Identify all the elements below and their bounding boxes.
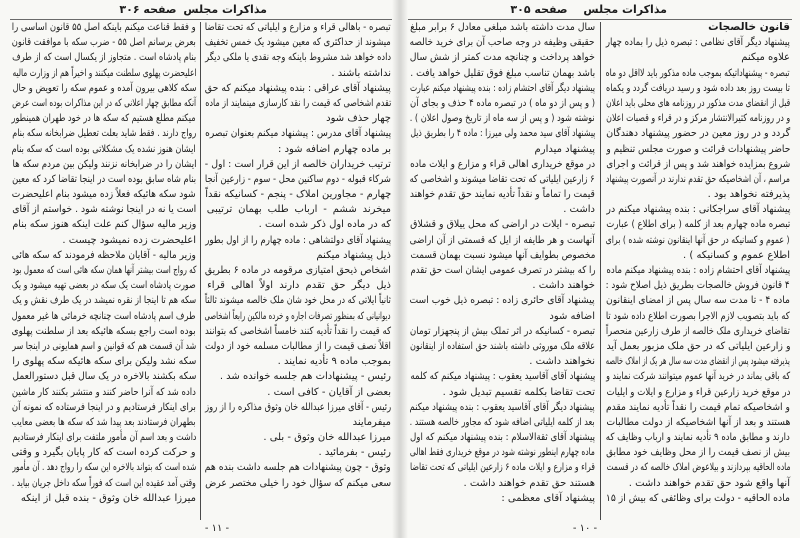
text-line-content: پیشنهاد آقای سراجکانی : بنده پیشنهاد میکنم در (605, 204, 790, 216)
text-line (205, 278, 391, 293)
text-line-content: هستند و بعد از آنها اشخاصیکه از دولت مطالبات (606, 416, 790, 428)
text-line (205, 142, 391, 157)
text-line (12, 430, 196, 445)
text-line (12, 81, 196, 96)
text-line-content: و فقط قناعت میکنم باینکه اصل ۵۵ قانون اساسی را (11, 22, 196, 33)
text-line-content: میرزا عبدالله خان وثوق - بنده قبل از اینکه (20, 492, 196, 504)
text-line-content: اشخاص ذیحق امتیازی مرقومه در ماده ۶ بطریق (205, 265, 391, 276)
text-line (205, 217, 391, 232)
text-line (606, 324, 790, 339)
text-line (606, 202, 790, 217)
text-line (205, 233, 391, 248)
text-line (205, 126, 391, 141)
text-line-content: بعرض برسانم اصل ۵۵ - ضرب سکه با موافقت قانون (12, 37, 196, 49)
text-line (410, 157, 595, 172)
text-line-content: میشوند از حداکثری که معین میشود یک خمس تخفیف (204, 37, 391, 49)
text-line-content: شرکاء قبوله - دوم ساکنین محل - سوم - زارعین آنجا (205, 173, 391, 185)
text-line-content: بیش از نصف قیمت را از محل وظایف خود مطابق (605, 447, 790, 459)
text-line-content: وثوق - چون پیشنهادات هم جلسه داشت بنده هم (205, 462, 391, 474)
text-line (410, 385, 595, 400)
text-line-content: ( عموم و کسانیکه در حق آنها اینقانون نوشته شده ) برای (605, 234, 790, 246)
text-line (410, 309, 595, 324)
text-line (410, 445, 595, 460)
text-line (12, 66, 196, 81)
text-line (606, 430, 790, 445)
text-line-content: تقدم اشخاصی که قیمت را نقد کارسازی مینمایند از ماده (204, 97, 391, 109)
text-line (205, 293, 391, 308)
text-line-content: ترتیب خریداران خالصه از این قرار است : اول - (204, 158, 391, 170)
text-line-content: تبصره - باهالی قراء و مزارع و ایلیاتی که تحت تقاضا (204, 22, 391, 33)
text-line (606, 81, 790, 96)
text-line (12, 324, 196, 339)
text-line-content: میفرمایند (352, 416, 391, 428)
text-line-content: داشت و بعد اسم آن مأمور ملتفت برای اینکار فرستادیم (12, 432, 196, 444)
text-line (12, 202, 196, 217)
text-line-content: پیشنهاد آقای آقاسید یعقوب : پیشنهاد میکنم که کلمه (409, 371, 595, 383)
text-line (410, 248, 595, 263)
text-line-content: تا بیست روز بعد داده شود و رسید دریافت گردد و یکماه (606, 82, 790, 94)
text-line (205, 248, 391, 263)
text-line-content: چهار حذف شود (326, 113, 391, 125)
text-line (410, 202, 595, 217)
text-line (410, 142, 595, 157)
page-header-title: مذاکرات مجلس (183, 3, 267, 16)
column-right (606, 20, 790, 522)
text-line-content: بنام شاه سابق بوده است در اینجا تقاضا کرد که معین (11, 173, 196, 185)
text-line (12, 385, 196, 400)
text-line (410, 50, 595, 65)
text-line-content: میرزا عبدالله خان وثوق - بلی . (263, 432, 391, 444)
page-label: صفحه ۳۰۵ (510, 3, 568, 16)
page-footer-number: - ۱۱ - (204, 523, 230, 534)
text-line-content: بنام پادشاه است . متجاوز از یکسال است که از طرف (11, 52, 196, 64)
text-line (606, 50, 790, 65)
text-line-content: وقتی آمد عقیده این است که فوراً سکه داخل جریان بیاید . (12, 477, 196, 489)
text-line (606, 385, 790, 400)
text-line (606, 354, 790, 369)
page-footer-number: - ۱۰ - (572, 523, 598, 534)
text-line (205, 111, 391, 126)
text-line (410, 430, 595, 445)
text-line (12, 157, 196, 172)
text-line-content: پیشنهاد آقای سید محمد ولی میرزا : ماده ۴ را بطریق ذیل (409, 128, 595, 140)
text-line-content: مخصوص بطوایف آنها میشود نسبت بهمان قسمت (410, 249, 595, 261)
column-right (205, 20, 391, 522)
text-line-content: تبصره - کسانیکه در اثر تملک بیش از پنجهزار تومان (409, 325, 595, 337)
text-line-content: نداشته باشند . (331, 67, 391, 79)
text-line (410, 491, 595, 506)
text-line-content: حقیقی وظیفه در وجه صاحب آن برای خرید خالصه (410, 37, 595, 49)
text-line-content: ( و پس از دو ماه ) در تبصره ماده ۴ حذف و بجای آن (410, 97, 595, 109)
text-line-content: که در ماده اول ذکر شده است . (258, 219, 391, 231)
text-line (606, 278, 790, 293)
text-line-content: گردد و در روز معین در حضور پیشنهاد دهندگان (605, 128, 790, 140)
text-line-content: ایشان را در ضرابخانه نزنند ولیکن بین مردم سکه ها (11, 158, 196, 170)
text-line (12, 369, 196, 384)
text-line-content: باشد بهمان تناسب مبلغ فوق تقلیل خواهد یافت . (409, 67, 595, 79)
text-line-content: بوده است راجع بسکه هائیکه بعد از سلطنت پهلوی (11, 325, 196, 337)
text-line (606, 111, 790, 126)
text-line-content: پذیرفته میشود پس از انقضای مدت سه سال هر یک از املاک خالصه (605, 356, 790, 368)
text-line-content: بموجب ماده ۹ تأدیه نمایند . (277, 356, 391, 368)
text-line (606, 400, 790, 415)
text-line-content: داشت . (563, 204, 595, 216)
section-title (606, 20, 790, 35)
text-line (205, 445, 391, 460)
text-line-content: دیوانیانی که بمنظور تصرفات اجاره و خرده مالکین رابعاً اشخاصی (204, 310, 391, 322)
text-line-content: آنکه مطابق چهار اعلانی که در این مذاکرات بوده است عرض (11, 97, 196, 109)
text-line (205, 172, 391, 187)
text-line-content: هستند حق تقدم خواهند داشت . (463, 477, 595, 489)
text-line-content: سکه نشد ولیکن برای سکه هائیکه سکه پهلوی را (11, 356, 196, 368)
text-line-content: ماده ۴ - تا مدت سه سال پس از امضای اینقانون (606, 295, 790, 307)
text-line-content: که باقی بماند در خرید آنها عموم میتوانند شرکت نمایند و (605, 371, 790, 383)
text-line (606, 35, 790, 50)
text-line (606, 339, 790, 354)
section-title-content: قانون خالصجات (708, 21, 790, 33)
text-line-content: است یا نه در اینجا نوشته شود . خواستم از آقای (12, 204, 196, 216)
text-line (606, 233, 790, 248)
text-line (410, 20, 595, 35)
text-line (12, 248, 196, 263)
text-line-content: اعلیحضرت پهلوی سلطنت میکنند و اخیراً هم از وزارت مالیه (11, 67, 196, 79)
text-line (606, 445, 790, 460)
text-line-content: اعلیحضرت زده نمیشود چیست . (62, 234, 196, 246)
text-line (205, 354, 391, 369)
text-line-content: ۴ قانون فروش خالصجات بطریق ذیل اصلاح شود : (605, 280, 790, 292)
text-line-content: رئیس - آقای میرزا عبدالله خان وثوق مذاکره را از روز (204, 401, 391, 413)
book-gutter (392, 0, 408, 538)
text-line-content: خواهند داشت . (532, 280, 595, 292)
text-line (205, 66, 391, 81)
text-line-content: آنهاست و هر طایفه از ایل که قسمتی از آن اراضی (409, 234, 595, 246)
text-line (606, 369, 790, 384)
text-line-content: رئیس - پیشنهادات هم جلسه خوانده شد . (219, 371, 391, 383)
text-line (205, 460, 391, 475)
text-line-content: شده است که بتواند بالاخره این سکه را رواج دهد . آن مأمور (11, 462, 196, 474)
text-line (205, 20, 391, 35)
text-line (606, 460, 790, 475)
text-line (12, 278, 196, 293)
text-line-content: ۶ زارعین ایلیاتی که تحت تقاضا میشوند و اشخاصی که (410, 173, 595, 185)
text-line (205, 476, 391, 491)
text-line-content: پیشنهاد دیگر آقای نظامی : تبصره ذیل را بماده چهار (605, 37, 790, 49)
text-line (12, 126, 196, 141)
text-line-content: سال مدت داشته باشد مبلغی معادل ۶ برابر مبلغ (410, 22, 595, 33)
text-line (606, 187, 790, 202)
text-line (12, 415, 196, 430)
text-line-content: قیمت را تماماً و نقداً تأدیه نمایند حق تقدم خواهند (410, 189, 595, 201)
text-line-content: پیشنهاد آقای عراقی : بنده پیشنهاد میکنم که حق (204, 82, 391, 94)
text-line-content: حاضر پیشنهادات قرائت و صورت مجلس تنظیم و (606, 143, 790, 155)
text-line (205, 415, 391, 430)
text-line (205, 309, 391, 324)
text-line (205, 202, 391, 217)
text-line (12, 354, 196, 369)
text-line-content: میخرند ششم - ارباب طلب بهمان ترتیبی (206, 204, 391, 216)
text-line (606, 491, 790, 506)
text-line-content: سعی میکنم که سؤال خود را خیلی مختصر عرض (205, 477, 391, 489)
text-line (606, 96, 790, 111)
text-line (205, 81, 391, 96)
text-line-content: که رواج است بیشتر آنها همان سکه هائی است که معمول بود (11, 265, 196, 276)
text-line (12, 111, 196, 126)
text-line (410, 187, 595, 202)
text-line-content: پیشنهاد آقای ثقةالاسلام : بنده پیشنهاد میکنم که اول (410, 432, 595, 444)
text-line-content: ذیل دیگر حق تقدم دارند اولاً اهالی قراء (207, 280, 391, 292)
text-line-content: تبصره - پیشنهاداتیکه بموجب ماده مذکور باید لااقل دو ماه (605, 67, 790, 79)
text-line-content: تبصره ماده چهارم بعد از کلمه ( برای اطلاع ) عبارت (605, 219, 790, 231)
text-line-content: اقلاً نصف قیمت را از مطالبات مسلمه خود از دولت (205, 340, 391, 352)
text-line (606, 142, 790, 157)
text-line-content: رواج دارند . فقط شاید بعلت تعطیل ضرابخانه سکه بنام (12, 128, 196, 140)
text-line (410, 35, 595, 50)
text-line-content: چهارم - مجاورین املاک - پنجم - کسانیکه نقداً (204, 189, 391, 201)
text-line-content: وزیر مالیه سؤال کنم علت اینکه هنوز سکه بنام (11, 219, 196, 231)
right-page (400, 0, 800, 538)
text-line-content: تقاضای خریداری ملک خالصه از طرف زارعین منحصراً (606, 325, 790, 337)
text-line-content: پیشنهاد آقای مدرس : پیشنهاد میکنم بعنوان تبصره (205, 128, 391, 140)
text-line-content: سکه بکشند بالاخره در یک سال قبل دستورالعمل (12, 371, 196, 383)
text-line-content: ماده الحاقیه - دولت برای وظائفی که بیش از ۱۵ (605, 492, 790, 504)
text-line (205, 96, 391, 111)
text-line-content: تبصره - ایلات در اراضی که محل ییلاق و قشلاق (409, 219, 595, 231)
text-line (205, 50, 391, 65)
page-header-title: مذاکرات مجلس (583, 3, 667, 16)
text-line (205, 385, 391, 400)
text-line-content: ذیل پیشنهاد میکنم (316, 249, 391, 261)
text-line-content: رئیس - بفرمائید . (318, 447, 391, 459)
text-line-content: پیشنهاد آقای دولتشاهی : ماده چهارم را از اول بطور (205, 234, 391, 246)
text-line-content: برای اینکار فرستادیم و در اینجا فرستاده که نمونه آن (12, 401, 196, 413)
text-line (205, 35, 391, 50)
text-line (12, 339, 196, 354)
text-line (410, 293, 595, 308)
text-line (12, 20, 196, 35)
text-line-content: پیشنهاد آقای حائری زاده : تبصره ذیل خوب است (410, 295, 595, 307)
text-line-content: صورت پادشاه است یک سکه در بعضی تهیه میشود و یک (12, 280, 196, 292)
text-line (12, 187, 196, 202)
text-line-content: شروع بمزایده خواهند شد و پس از قرائت و اجرای (605, 158, 790, 170)
text-line-content: پیشنهاد آقای احتشام زاده : بنده پیشنهاد میکنم ماده (605, 265, 790, 276)
text-line-content: اطلاع عموم و کسانیکه ) . (683, 249, 790, 261)
text-line (12, 263, 196, 278)
text-line-content: میکنم مطلع هستیم که سکه ها در خود طهران همینطور (12, 113, 196, 125)
text-line (606, 248, 790, 263)
text-line-content: داده خواهد شد مشروط باینکه وجه نقدی یا ملکی دیگر (204, 52, 391, 64)
text-line-content: و اشخاصیکه تمام قیمت را نقداً تأدیه نمایند مقدم (606, 401, 790, 413)
text-line (606, 66, 790, 81)
text-line-content: علاوه میکنم (741, 52, 790, 64)
text-line-content: دارند و مطابق ماده ۹ تأدیه نمایند و ارباب وظایف که (606, 432, 790, 444)
text-line-content: و در روزنامه کثیرالانتشار مرکز و در قراء و قصبات اعلان (605, 113, 790, 125)
text-line-content: قبل از انقضای مدت مذکور در روزنامه های محلی باید اعلان (605, 97, 790, 109)
text-line (12, 491, 196, 506)
text-line (606, 309, 790, 324)
text-line (410, 476, 595, 491)
text-line-content: سکه کلاهی بیرون آمده و عموم سکه را تعویض و حال (12, 82, 196, 94)
text-line (606, 126, 790, 141)
text-line-content: بطهران فرستادند بعد پیدا شد که سکه ها بعضی معایب (11, 416, 196, 428)
text-line (205, 263, 391, 278)
text-line-content: که باید بتصویب لازم الاجرا بصورت اطلاع داده شود تا (606, 310, 790, 322)
text-line-content: که قیمت را نقداً تأدیه کنند خامساً اشخاصی که بتوانند (205, 325, 391, 337)
text-line (205, 339, 391, 354)
text-line-content: پیشنهاد دیگر آقای آقاسید یعقوب : بنده پیشنهاد میکنم (409, 401, 595, 413)
text-line-content: پیشنهاد میدارم (534, 143, 595, 155)
text-line (410, 126, 595, 141)
text-line (12, 142, 196, 157)
text-line (205, 369, 391, 384)
text-line-content: ثانیاً ایلاتی که در محل خود شان ملک خالصه میشوند ثالثاً (204, 295, 391, 307)
text-line (410, 339, 595, 354)
text-line (205, 400, 391, 415)
text-line (205, 430, 391, 445)
text-line (410, 278, 595, 293)
text-line-content: و زارعین ایلیاتی که در حق ملک مزبور بعمل آید (605, 340, 790, 352)
text-line-content: تحت تقاضا بکلمه تقسیم تبدیل شود . (442, 386, 595, 398)
text-line-content: در موقع خرید زارعین قراء و مزارع و ایلات و ایلیات (606, 386, 790, 398)
text-line-content: قراء و مزارع و ایلات ماده ۶ زارعین ایلیاتی که تحت تقاضا (410, 462, 595, 474)
text-line-content: داده شد که آنرا حاضر کنند و منتشر بکنند کار ماشین (12, 386, 196, 398)
text-line (410, 263, 595, 278)
text-line (410, 217, 595, 232)
text-line-content: پذیرفته نخواهد بود . (707, 189, 790, 201)
text-line (12, 172, 196, 187)
text-line-content: ایشان هنوز نشده یک مشکلاتی بوده است که سکه بنام (12, 143, 196, 155)
text-line-content: نخواهند داشت . (529, 356, 595, 368)
text-line (606, 217, 790, 232)
text-line-content: شود سکه هائیکه فعلاً زده میشود بنام اعلیحضرت (12, 189, 196, 201)
text-line-content: در موقع خریداری اهالی قراء و مزارع و ایلات ماده (410, 158, 595, 170)
text-line (205, 187, 391, 202)
text-line-content: بر ماده چهارم اضافه شود : (278, 143, 391, 155)
text-line-content: بعضی از آقایان - کافی است . (267, 386, 391, 398)
text-line-content: مراسم ، آن اشخاصیکه حق تقدم ندارند در آنصورت پیشنهاد (606, 173, 790, 185)
text-line-content: آنها واقع شود حق تقدم خواهند داشت . (628, 477, 790, 489)
page-label: صفحه ۳۰۶ (119, 3, 177, 16)
text-line-content: خواهد پرداخت و چنانچه مدت کمتر از شش سال (409, 52, 595, 64)
text-line (12, 445, 196, 460)
text-line-content: و حرکت کرده است که کار پایان بگیرد و وقتی (11, 447, 196, 459)
text-line (205, 324, 391, 339)
text-line (12, 233, 196, 248)
text-line (12, 35, 196, 50)
text-line (12, 476, 196, 491)
text-line (12, 460, 196, 475)
text-line-content: ماده الحاقیه بپردازند و بیلاعوض املاک خالصه که در قسمت (605, 462, 790, 474)
text-line-content: طرف اسم پادشاه است چنانچه خرمائی ها غیر معمول (12, 310, 196, 322)
text-line-content: بعد از کلمه ایلیاتی اضافه شود که مجاور خالصه هستند . (409, 416, 595, 428)
text-line-content: پیشنهاد دیگر آقای احتشام زاده : بنده پیشنهاد میکنم عبارت (410, 82, 595, 94)
text-line (410, 400, 595, 415)
text-line-content: شد آن قسمت هم که قوانین و اسم همایونی در اینجا سر (12, 340, 196, 352)
text-line-content: پیشنهاد آقای معظمی : (501, 492, 595, 504)
text-line-content: نوشته شود ( و پس از سه ماه از تاریخ وصول اعلان ) . (410, 113, 595, 125)
text-line (12, 217, 196, 232)
text-line-content: سکه هم تا اینجا از نقره نمیشد در یک طرف نقش و یک (11, 295, 196, 307)
text-line-content: وزیر مالیه - آقایان ملاحظه فرمودند که سکه هائی (11, 249, 196, 261)
text-line (606, 293, 790, 308)
text-line (410, 415, 595, 430)
text-line-content: را که بیشتر در تصرف عمومی ایشان است حق تقدم (409, 265, 595, 276)
text-line (205, 157, 391, 172)
text-line (606, 172, 790, 187)
text-line (606, 415, 790, 430)
text-line (606, 476, 790, 491)
text-line-content: اضافه شود (549, 310, 595, 322)
text-line-content: ماده چهارم اینطور نوشته شود در موقع خریداری فقط اهالی (409, 447, 595, 459)
text-line (606, 263, 790, 278)
text-line (606, 157, 790, 172)
text-line-content: علاقه ملک موروثی داشته باشند حق استفاده از اینقانون (409, 340, 595, 352)
